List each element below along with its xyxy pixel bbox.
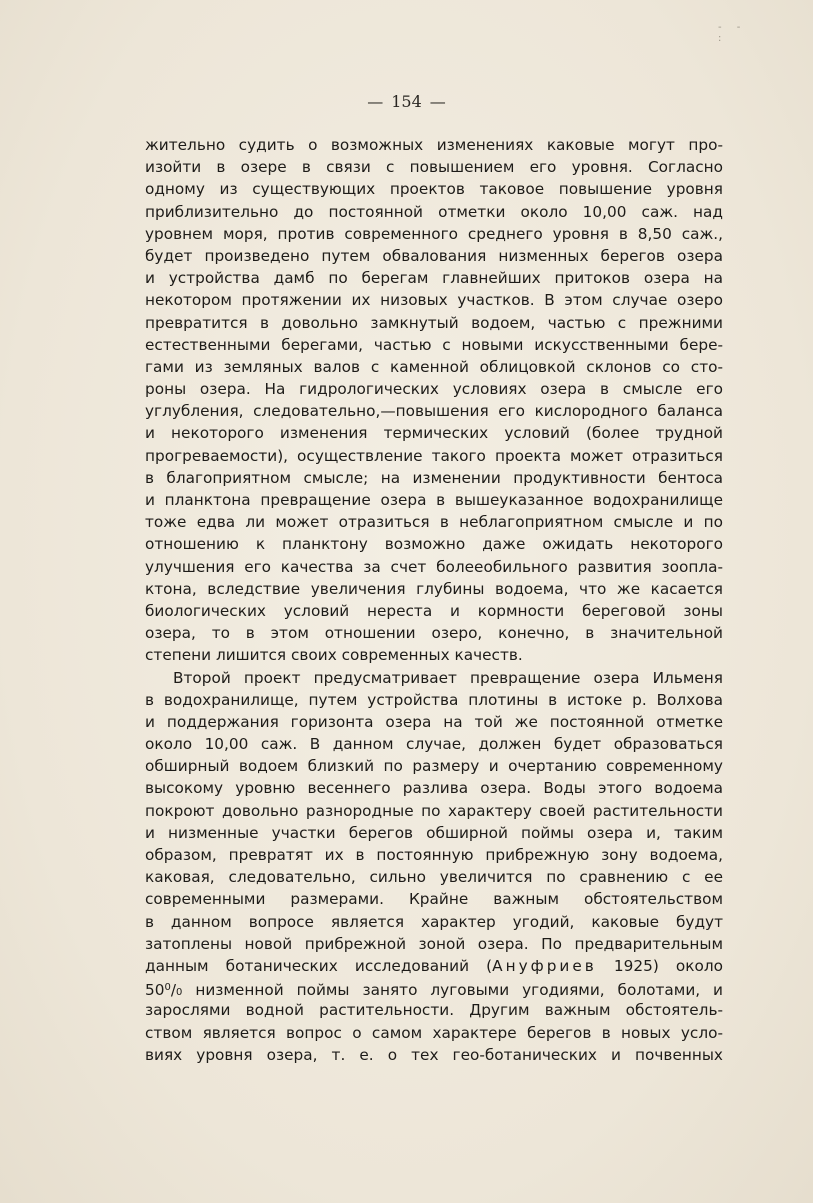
text-line: тоже едва ли может отразиться в неблагоприятном смысле и по xyxy=(145,513,723,532)
text-line: приблизительно до постоянной отметки около 10,00 саж. над xyxy=(145,202,723,221)
text-line: отношению к планктону возможно даже ожидать некоторого xyxy=(145,535,723,554)
page-number: 154 xyxy=(391,92,422,111)
text-line: в данном вопросе является характер угодий, каковые будут xyxy=(145,912,723,931)
text-line: ктона, вследствие увеличения глубины водоема, что же касается xyxy=(145,579,723,598)
text-line: затоплены новой прибрежной зоной озера. По предварительным xyxy=(145,934,723,953)
text-line: и некоторого изменения термических условий (более трудной xyxy=(145,424,723,443)
text-line: и поддержания горизонта озера на той же постоянной отметке xyxy=(145,712,723,731)
text-line: и устройства дамб по берегам главнейших притоков озера на xyxy=(145,269,723,288)
text-line: обширный водоем близкий по размеру и очертанию современному xyxy=(145,757,723,776)
text-line: естественными берегами, частью с новыми искусственными бере- xyxy=(145,335,723,354)
page-number-dash-right: — xyxy=(429,92,446,111)
percent-sign-bottom: 0 xyxy=(176,987,183,999)
paragraph-end-line: степени лишится своих современных качеств. xyxy=(145,646,523,665)
page-number-dash-left: — xyxy=(367,92,384,111)
citation-suffix: 1925) около xyxy=(596,956,723,975)
text-line: в водохранилище, путем устройства плотины в истоке р. Волхова xyxy=(145,690,723,709)
text-line: одному из существующих проектов таковое повышение уровня xyxy=(145,180,723,199)
text-line: будет произведено путем обвалования низменных берегов озера xyxy=(145,246,723,265)
text-line: высокому уровню весеннего разлива озера. Воды этого водоема xyxy=(145,779,723,798)
body-text xyxy=(145,134,723,1066)
text-line: зарослями водной растительности. Другим важным обстоятель- xyxy=(145,1001,723,1020)
page-number-header xyxy=(0,92,813,111)
page-edge-mark: - - : xyxy=(718,22,747,44)
text-line: виях уровня озера, т. е. о тех гео-ботанических и почвенных xyxy=(145,1045,723,1064)
text-line: роны озера. На гидрологических условиях озера в смысле его xyxy=(145,380,723,399)
citation-prefix: данным ботанических исследований ( xyxy=(145,956,493,975)
text-line: в благоприятном смысле; на изменении продуктивности бентоса xyxy=(145,468,723,487)
text-line: превратится в довольно замкнутый водоем, частью с прежними xyxy=(145,313,723,332)
text-line: около 10,00 саж. В данном случае, должен будет образоваться xyxy=(145,735,723,754)
citation-author: Ануфриев xyxy=(492,956,597,975)
text-line: улучшения его качества за счет болееобильного развития зоопла- xyxy=(145,557,723,576)
text-line: озера, то в этом отношении озеро, конечно, в значительной xyxy=(145,624,723,643)
text-line: уровнем моря, против современного среднего уровня в 8,50 саж., xyxy=(145,224,723,243)
text-line-percent xyxy=(145,977,723,999)
text-line: гами из земляных валов с каменной облицовкой склонов со сто- xyxy=(145,357,723,376)
text-line: ством является вопрос о самом характере берегов в новых усло- xyxy=(145,1023,723,1042)
text-line: жительно судить о возможных изменениях каковые могут про- xyxy=(145,136,723,154)
text-line: покроют довольно разнородные по характеру своей растительности xyxy=(145,801,723,820)
percent-line-rest: низменной поймы занято луговыми угодиями, болотами, и xyxy=(182,981,723,1000)
percent-sign-top: 0 xyxy=(164,982,171,994)
text-line: изойти в озере в связи с повышением его уровня. Согласно xyxy=(145,158,723,177)
text-line: и планктона превращение озера в вышеуказанное водохранилище xyxy=(145,491,723,509)
text-line-citation xyxy=(145,955,723,977)
paragraph-start-line: Второй проект предусматривает превращение озера Ильменя xyxy=(173,668,723,687)
text-line: образом, превратят их в постоянную прибрежную зону водоема, xyxy=(145,846,723,864)
percent-sign-slash: / xyxy=(170,981,176,1000)
percent-value: 50 xyxy=(145,981,165,1000)
text-line: биологических условий нереста и кормности береговой зоны xyxy=(145,601,723,620)
text-line: некотором протяжении их низовых участков. В этом случае озеро xyxy=(145,291,723,310)
text-line: прогреваемости), осуществление такого проекта может отразиться xyxy=(145,446,723,465)
text-line: современными размерами. Крайне важным обстоятельством xyxy=(145,890,723,909)
text-line: и низменные участки берегов обширной поймы озера и, таким xyxy=(145,823,723,842)
text-line: каковая, следовательно, сильно увеличится по сравнению с ее xyxy=(145,868,723,887)
text-line: углубления, следовательно,—повышения его кислородного баланса xyxy=(145,402,723,421)
